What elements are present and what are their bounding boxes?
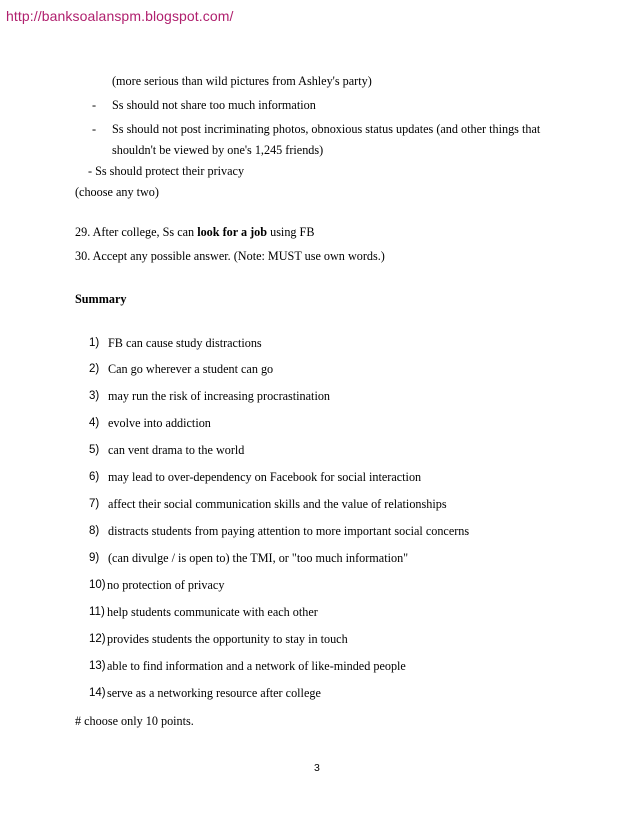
summary-item-number: 8) — [89, 525, 100, 537]
answer-29-suffix: using FB — [267, 225, 315, 239]
summary-item-number: 1) — [89, 337, 100, 349]
summary-item-text: can vent drama to the world — [108, 443, 245, 457]
bullet-incriminating-photos: Ss should not post incriminating photos, obnoxious status updates (and other things that — [112, 122, 541, 136]
summary-item-number: 7) — [89, 498, 100, 510]
page-number: 3 — [314, 762, 320, 774]
blog-url-link[interactable]: http://banksoalanspm.blogspot.com/ — [6, 8, 234, 24]
summary-item-text: may lead to over-dependency on Facebook for social interaction — [108, 470, 422, 484]
summary-item-text: distracts students from paying attention to more important social concerns — [108, 524, 470, 538]
summary-item-text: affect their social communication skills and the value of relationships — [108, 497, 447, 511]
summary-item-number: 9) — [89, 552, 100, 564]
summary-item-number: 10) — [89, 579, 106, 591]
bullet-wrap-line: shouldn't be viewed by one's 1,245 friends) — [112, 143, 324, 157]
bullet-protect-privacy: - Ss should protect their privacy — [88, 164, 245, 178]
choose-ten-note: # choose only 10 points. — [75, 714, 194, 728]
summary-item-text: able to find information and a network of like-minded people — [107, 659, 406, 673]
summary-item-number: 2) — [89, 363, 100, 375]
summary-item-text: evolve into addiction — [108, 416, 211, 430]
summary-item-number: 3) — [89, 390, 100, 402]
summary-item-text: FB can cause study distractions — [108, 336, 262, 350]
answer-29 — [75, 224, 314, 240]
bullet-share-info: Ss should not share too much information — [112, 98, 316, 112]
summary-item-text: may run the risk of increasing procrastination — [108, 389, 331, 403]
continuation-line: (more serious than wild pictures from Ashley's party) — [112, 74, 372, 88]
summary-item-number: 5) — [89, 444, 100, 456]
choose-any-two-note: (choose any two) — [75, 185, 159, 199]
answer-29-keyword: look for a job — [197, 225, 268, 239]
summary-item-text: help students communicate with each other — [107, 605, 318, 619]
summary-item-number: 13) — [89, 660, 106, 672]
summary-item-text: (can divulge / is open to) the TMI, or "too much information" — [108, 551, 409, 565]
bullet-dash: - — [92, 122, 97, 136]
summary-item-text: serve as a networking resource after college — [107, 686, 321, 700]
summary-item-number: 6) — [89, 471, 100, 483]
bullet-dash: - — [92, 98, 97, 112]
summary-item-number: 4) — [89, 417, 100, 429]
summary-item-text: no protection of privacy — [107, 578, 225, 592]
summary-item-number: 14) — [89, 687, 106, 699]
answer-30: 30. Accept any possible answer. (Note: MUST use own words.) — [75, 249, 385, 263]
summary-item-number: 11) — [89, 606, 105, 618]
summary-heading: Summary — [75, 292, 127, 306]
answer-29-prefix: 29. After college, Ss can — [75, 225, 198, 239]
summary-item-text: Can go wherever a student can go — [108, 362, 274, 376]
summary-item-number: 12) — [89, 633, 106, 645]
summary-item-text: provides students the opportunity to stay in touch — [107, 632, 348, 646]
